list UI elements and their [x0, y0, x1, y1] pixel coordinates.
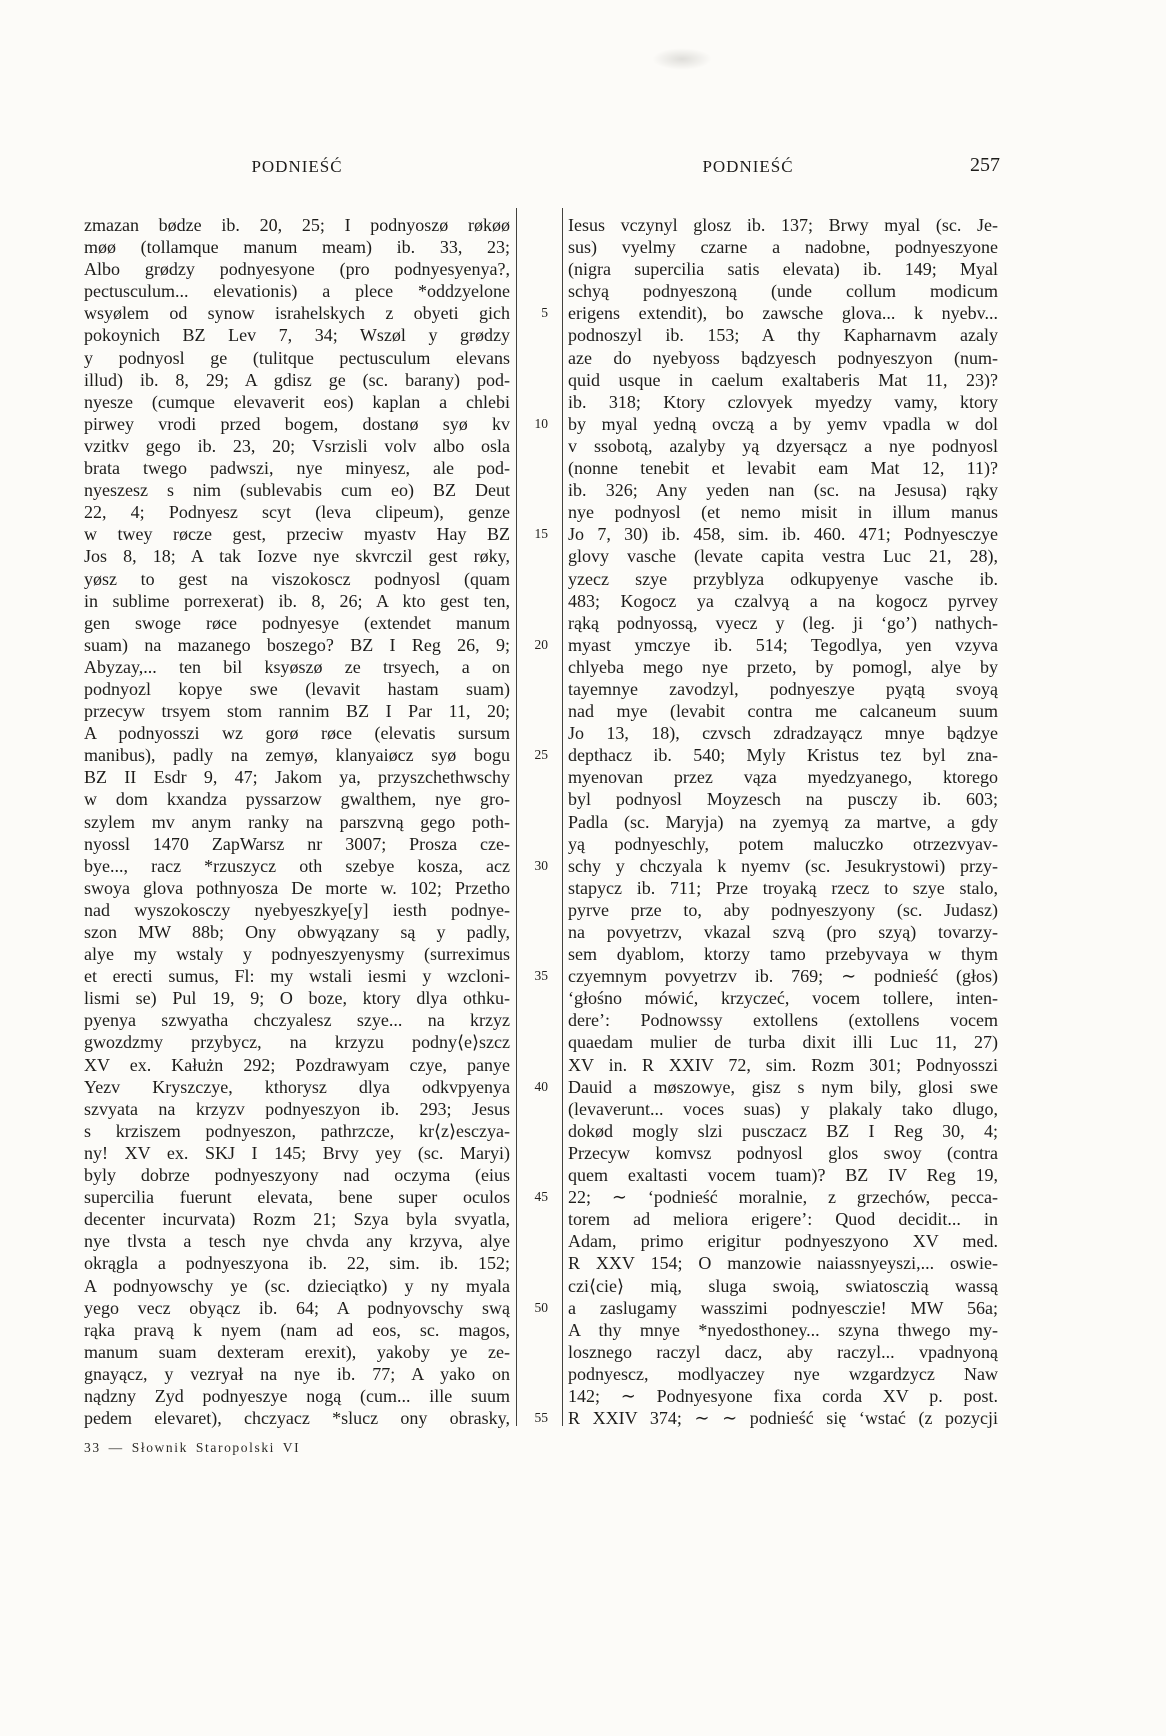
text-line: pokoynich BZ Lev 7, 34; Wszøl y grødzy: [84, 325, 510, 346]
text-line: w dom kxandza pyssarzow gwalthem, nye gro-: [84, 789, 510, 810]
text-line: lismi se) Pul 19, 9; O boze, ktory dlya othku-: [84, 988, 510, 1009]
text-line: bye..., racz *rzuszycz oth szebye kosza, acz: [84, 855, 510, 876]
line-number: 10: [534, 415, 548, 431]
text-line: Jo 7, 30) ib. 458, sim. ib. 460. 471; Podnyesczye: [568, 524, 998, 545]
text-line: pirwey vrodi przed bogem, dostanø syø kv: [84, 413, 510, 434]
text-line: Dauid a møszowye, gisz s nym bily, glosi swe: [568, 1076, 998, 1097]
right-text-column: [568, 214, 998, 1429]
text-line: Jos 8, 18; A tak Iozve nye skvrczil gest røky,: [84, 546, 510, 567]
text-line: pyenya szwyatha chczyalesz szye... na krzyz: [84, 1010, 510, 1031]
text-line: erigens extendit), bo zawsche glova... k nyebv...: [568, 303, 998, 324]
running-title-left: PODNIEŚĆ: [251, 157, 343, 176]
text-line: przecyw trsyem stom rannim BZ I Par 11, 20;: [84, 701, 510, 722]
text-line: szylem mv anym ranky na parszvną gego poth-: [84, 811, 510, 832]
text-line: czi⟨cie⟩ mią, sluga swoią, swiatosczią wassą: [568, 1275, 998, 1296]
text-line: Przecyw komvsz podnyosl glos swoy (contra: [568, 1142, 998, 1163]
text-line: sem dyablom, ktorzy tamo przebyvaya w thym: [568, 944, 998, 965]
text-line: decenter incurvata) Rozm 21; Szya byla svyatla,: [84, 1209, 510, 1230]
text-line: A podnyosszi wz gorø røce (elevatis sursum: [84, 723, 510, 744]
text-line: vzitkv gego ib. 23, 20; Vsrzisli volv albo osla: [84, 435, 510, 456]
text-line: zmazan bødze ib. 20, 25; I podnyoszø røkøø: [84, 215, 510, 235]
text-line: manum suam dexteram erexit), yakoby ye ze-: [84, 1341, 510, 1362]
text-line: 483; Kogocz ya czalvyą a na kogocz pyrvey: [568, 590, 998, 611]
text-line: suam) na mazanego boszego? BZ I Reg 26, 9;: [84, 634, 510, 655]
text-line: gen swoge røce podnyesye (extendet manum: [84, 612, 510, 633]
text-line: pyrve prze to, aby podnyeszyony (sc. Judasz): [568, 899, 998, 920]
text-line: podnyescz, modlyaczey nye wzgardzycz Naw: [568, 1363, 998, 1384]
text-line: ny! XV ex. SKJ I 145; Brvy yey (sc. Maryi): [84, 1142, 510, 1163]
text-line: XV in. R XXIV 72, sim. Rozm 301; Podnyosszi: [568, 1054, 998, 1075]
text-line: okrągla a podnyeszyona ib. 22, sim. ib. 152;: [84, 1253, 510, 1274]
text-line: na povyetrzv, vkazal szvą (pro szyą) tovarzy-: [568, 922, 998, 942]
text-line: Albo grødzy podnyesyone (pro podnyesyenya?,: [84, 259, 510, 280]
scan-smudge-artifact: [652, 48, 712, 70]
left-text-column: [84, 214, 510, 1429]
text-line: yego vecz obyącz ib. 64; A podnyovschy swą: [84, 1297, 510, 1318]
text-line: manibus), padly na zemyø, klanyaiøcz syø bogu: [84, 745, 510, 766]
text-line: schy y chczyala k nyemv (sc. Jesukrystowi) przy-: [568, 855, 998, 876]
running-title-right: PODNIEŚĆ: [702, 157, 794, 176]
text-line: nyossl 1470 ZapWarsz nr 3007; Prosza cze-: [84, 833, 510, 854]
text-line: (nigra supercilia satis elevata) ib. 149; Myal: [568, 259, 998, 280]
text-line: dokød mogly slzi pusczacz BZ I Reg 30, 4;: [568, 1120, 998, 1141]
text-line: pectusculum... elevationis) a plece *oddzyelone: [84, 281, 510, 302]
page-number: 257: [970, 154, 1000, 176]
text-line: quaedam mulier de turba dixit illi Luc 11, 27): [568, 1032, 998, 1053]
text-line: y podnyosl ge (tulitque pectusculum elevans: [84, 347, 510, 368]
line-number: 20: [534, 636, 548, 652]
text-line: czyemnym povyetrzv ib. 769; ∼ podnieść (głos): [568, 966, 998, 987]
text-line: nyeszesz s nim (sublevabis cum eo) BZ Deut: [84, 480, 510, 501]
text-line: 22; ∼ ‘podnieść moralnie, z grzechów, pecca-: [568, 1187, 998, 1208]
text-line: Yezv Kryszczye, kthorysz dlya odkvpyenya: [84, 1076, 510, 1097]
text-line: byly dobrze podnyeszyony nad oczyma (eius: [84, 1165, 510, 1186]
text-line: stapycz ib. 711; Prze troyaką rzecz to szye stalo,: [568, 877, 998, 898]
text-line: chlyeba mego nye przeto, by pomogl, alye by: [568, 656, 998, 677]
text-line: et erecti sumus, Fl: my wstali iesmi y wzcloni-: [84, 966, 510, 987]
text-line: depthacz ib. 540; Myly Kristus tez byl zna-: [568, 745, 998, 766]
gutter-divider-rule: [562, 208, 563, 1426]
text-line: (nonne tenebit et levabit eam Mat 12, 11)?: [568, 458, 998, 479]
text-line: nyesze (cumque elevaverit eos) kaplan a chlebi: [84, 391, 510, 412]
text-line: szon MW 88b; Ony obwyązany są y padly,: [84, 922, 510, 942]
text-line: quem exaltasti vocem tuam)? BZ IV Reg 19,: [568, 1165, 998, 1186]
line-number: 5: [541, 305, 548, 321]
text-line: supercilia fuerunt elevata, bene super oculos: [84, 1187, 510, 1208]
text-line: byl podnyosl Moyzesch na pusczy ib. 603;: [568, 789, 998, 810]
text-line: podnyozl kopye swe (levavit hastam suam): [84, 678, 510, 699]
text-line: torem ad meliora erigere’: Quod decidit... in: [568, 1209, 998, 1230]
text-line: yzecz szye przyblyza odkupyenye vasche ib.: [568, 568, 998, 589]
text-line: nądzny Zyd podnyeszye nogą (cum... ille suum: [84, 1385, 510, 1406]
text-line: Jo 13, 18), czvsch zdradzayącz mnye bądzye: [568, 723, 998, 744]
text-line: A thy mnye *nyedosthoney... szyna thwego my-: [568, 1319, 998, 1340]
text-line: quid usque in caelum exaltaberis Mat 11, 23)?: [568, 369, 998, 390]
text-line: R XXIV 374; ∼ ∼ podnieść się ‘wstać (z pozycji: [568, 1408, 998, 1429]
text-line: myenovan przez vąza myedzyanego, ktorego: [568, 767, 998, 788]
text-line: Iesus vczynyl glosz ib. 137; Brwy myal (sc. Je-: [568, 215, 998, 235]
text-line: XV ex. Kałużn 292; Pozdrawyam czye, panye: [84, 1054, 510, 1075]
text-line: dere’: Podnowssy extollens (extollens vocem: [568, 1010, 998, 1031]
text-line: nye podnyosl (et nemo misit in illum manus: [568, 502, 998, 523]
line-number: 25: [534, 747, 548, 763]
text-line: w twey røcze gest, przeciw myastv Hay BZ: [84, 524, 510, 545]
text-line: A podnyowschy ye (sc. dzieciątko) y ny myala: [84, 1275, 510, 1296]
text-line: (levaverunt... voces suas) y plakaly tako dlugo,: [568, 1098, 998, 1119]
text-line: losznego raczyl dacz, aby raczyl... vpadnyoną: [568, 1341, 998, 1362]
line-number: 15: [534, 526, 548, 542]
text-line: pedem elevaret), chczyacz *slucz ony obrasky,: [84, 1408, 510, 1429]
text-line: ‘głośno mówić, krzyczeć, vocem tollere, inten-: [568, 988, 998, 1009]
text-line: nad wyszokosczy nyebyeszkye[y] iesth podnye-: [84, 899, 510, 920]
text-line: by myal yedną ovczą a by yemv vpadla w dol: [568, 413, 998, 434]
text-line: wsyølem od synow israhelskych z obyeti gich: [84, 303, 510, 324]
text-line: podnoszyl ib. 153; A thy Kapharnavm azaly: [568, 325, 998, 346]
text-line: Adam, primo erigitur podnyeszyono XV med.: [568, 1231, 998, 1252]
text-line: szvyata na krzyzv podnyeszyon ib. 293; Jesus: [84, 1098, 510, 1119]
text-line: swoya glova pothnyosza De morte w. 102; Przetho: [84, 877, 510, 898]
text-line: brata twego padwszi, nye minyesz, ale pod-: [84, 458, 510, 479]
text-line: møø (tollamque manum meam) ib. 33, 23;: [84, 237, 510, 258]
text-line: R XXV 154; O manzowie naiassnyeyszi,... oswie-: [568, 1253, 998, 1274]
text-line: ib. 326; Any yeden nan (sc. na Jesusa) rąky: [568, 480, 998, 501]
line-number: 55: [534, 1410, 548, 1426]
text-line: yøsz to gest na viszokoscz podnyosl (quam: [84, 568, 510, 589]
text-line: a zaslugamy wasszimi podnyesczie! MW 56a;: [568, 1297, 998, 1318]
text-line: 22, 4; Podnyesz scyt (leva clipeum), genze: [84, 502, 510, 523]
text-line: aze do nyebyoss bądzyesch podnyeszyon (num-: [568, 347, 998, 368]
line-number: 35: [534, 968, 548, 984]
text-line: Abyzay,... ten bil ksyøszø ze trsyech, a on: [84, 656, 510, 677]
text-line: ib. 318; Ktory czlovyek myedzy vamy, ktory: [568, 391, 998, 412]
line-number: 40: [534, 1078, 548, 1094]
text-line: gnayącz, y vezryał na nye ib. 77; A yako on: [84, 1363, 510, 1384]
text-line: illud) ib. 8, 29; A gdisz ge (sc. barany) pod-: [84, 369, 510, 390]
text-line: nye tlvsta a tesch nye chvda any krzyva, alye: [84, 1231, 510, 1252]
text-line: Padla (sc. Maryja) na zyemyą za martve, a gdy: [568, 811, 998, 832]
text-line: 142; ∼ Podnyesyone fixa corda XV p. post.: [568, 1385, 998, 1406]
volume-signature-footer: 33 — Słownik Staropolski VI: [84, 1440, 301, 1455]
line-number-gutter: [517, 214, 555, 1432]
text-line: rąka pravą k nyem (nam ad eos, sc. magos,: [84, 1319, 510, 1340]
text-line: v ssobotą, azalyby yą dzyersącz a nye podnyosl: [568, 435, 998, 456]
text-line: yą podnyeschly, potem maluczko otrzezvyav-: [568, 833, 998, 854]
text-line: BZ II Esdr 9, 47; Jakom ya, przyszchethwschy: [84, 767, 510, 788]
line-number: 45: [534, 1189, 548, 1205]
text-line: s krziszem podnyeszon, pathrzcze, kr⟨z⟩esczya-: [84, 1120, 510, 1141]
text-line: schyą podnyeszoną (unde collum modicum: [568, 281, 998, 302]
line-number: 50: [534, 1299, 548, 1315]
text-line: nad mye (levabit contra me calcaneum suum: [568, 701, 998, 722]
text-line: glovy vasche (levate capita vestra Luc 21, 28),: [568, 546, 998, 567]
text-line: rąką podnyossą, vyecz y (leg. ji ‘go’) nathych-: [568, 612, 998, 633]
text-line: alye my wstaly y podnyeszyenysmy (surreximus: [84, 944, 510, 965]
text-line: gwozdzmy przybycz, na krzyzu podny⟨e⟩szcz: [84, 1032, 510, 1053]
text-line: in sublime porrexerat) ib. 8, 26; A kto gest ten,: [84, 590, 510, 611]
text-line: sus) vyelmy czarne a nadobne, podnyeszyone: [568, 237, 998, 258]
line-number: 30: [534, 857, 548, 873]
text-line: tayemnye zavodzyl, podnyeszye pyątą svoyą: [568, 678, 998, 699]
text-line: myast ymczye ib. 514; Tegodlya, yen vzyva: [568, 634, 998, 655]
